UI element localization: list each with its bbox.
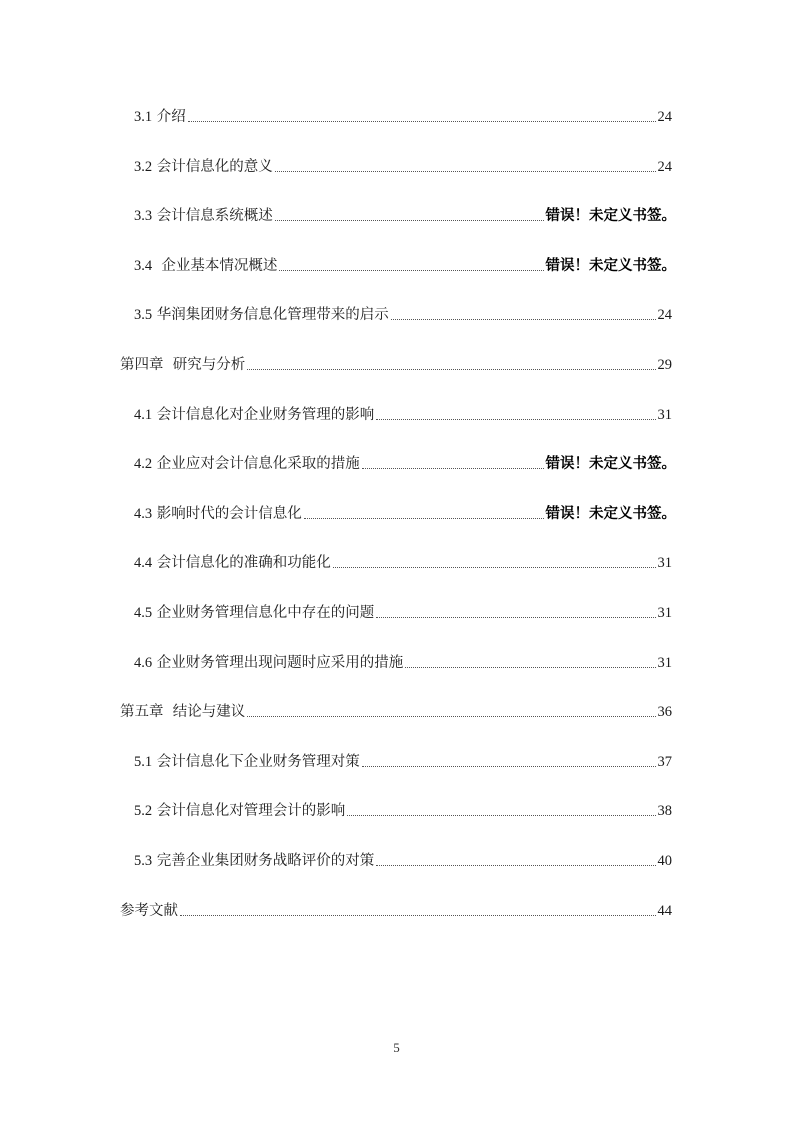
toc-section-entry[interactable]: [134, 451, 676, 473]
toc-page-number: 36: [657, 704, 672, 721]
toc-entry-text: 介绍: [156, 109, 186, 125]
toc-bookmark-error: 错误！未定义书签。: [545, 257, 676, 274]
toc-section-entry[interactable]: [134, 798, 672, 820]
toc-entry-text: 第四章 研究与分析: [120, 357, 246, 373]
toc-entry-title: [120, 703, 245, 721]
toc-section-entry[interactable]: [134, 253, 676, 275]
page-number: 5: [393, 1040, 400, 1055]
toc-entry-number: 4.4: [134, 555, 153, 572]
toc-page-number: 37: [657, 753, 672, 770]
toc-chapter-entry[interactable]: [120, 699, 672, 721]
toc-entry-text: 会计信息化对企业财务管理的影响: [156, 406, 375, 423]
toc-entry-text: 企业财务管理出现问题时应采用的措施: [156, 654, 404, 671]
toc-entry-number: 4.1: [134, 406, 153, 423]
toc-entry-number: 4.5: [134, 605, 153, 621]
toc-section-entry[interactable]: [134, 550, 672, 572]
toc-entry-title: [134, 753, 360, 771]
toc-entry-text: 华润集团财务信息化管理带来的启示: [156, 307, 389, 324]
toc-entry-number: 3.3: [134, 208, 153, 225]
toc-bookmark-error: 错误！未定义书签。: [545, 505, 676, 522]
toc-bookmark-error: 错误！未定义书签。: [545, 456, 676, 473]
toc-entry-text: 企业基本情况概述: [156, 257, 278, 274]
toc-entry-title: [134, 554, 331, 572]
toc-entry-text: 会计信息化的意义: [156, 158, 273, 175]
toc-section-entry[interactable]: [134, 600, 672, 622]
dot-leader: [376, 419, 655, 420]
toc-page-number: 24: [657, 109, 672, 125]
toc-entry-text: 第五章 结论与建议: [120, 704, 246, 721]
toc-entry-title: [134, 406, 374, 424]
toc-entry-number: 3.1: [134, 109, 153, 125]
toc-entry-title: [134, 207, 273, 225]
toc-chapter-entry[interactable]: [120, 352, 672, 374]
toc-entry-title: [134, 604, 374, 622]
toc-page-number: 24: [657, 158, 672, 175]
dot-leader: [362, 766, 656, 767]
dot-leader: [333, 567, 656, 568]
dot-leader: [391, 319, 656, 320]
toc-entry-text: 会计信息化对管理会计的影响: [156, 803, 346, 820]
toc-entry-title: [120, 902, 178, 920]
toc-entry-title: [134, 505, 302, 523]
toc-page-number: 31: [657, 654, 672, 671]
toc-entry-title: [134, 306, 389, 324]
toc-entry-number: 3.2: [134, 158, 153, 175]
toc-section-entry[interactable]: [134, 203, 676, 225]
toc-entry-number: 3.4: [134, 257, 153, 274]
toc-entry-number: 5.2: [134, 803, 153, 820]
toc-entry-number: 5.1: [134, 753, 153, 770]
toc-chapter-entry[interactable]: [120, 898, 672, 920]
toc-entry-text: 会计信息化的准确和功能化: [156, 555, 331, 572]
dot-leader: [247, 716, 655, 717]
toc-page-number: 44: [657, 902, 672, 919]
toc-page-number: 29: [657, 357, 672, 373]
dot-leader: [376, 865, 655, 866]
toc-section-entry[interactable]: [134, 749, 672, 771]
toc-entry-number: 3.5: [134, 307, 153, 324]
toc-entry-text: 企业财务管理信息化中存在的问题: [156, 605, 375, 621]
toc-section-entry[interactable]: [134, 650, 672, 672]
toc-page-number: 31: [657, 406, 672, 423]
dot-leader: [376, 617, 655, 618]
dot-leader: [304, 518, 544, 519]
toc-entry-number: 4.3: [134, 505, 153, 522]
toc-entry-text: 企业应对会计信息化采取的措施: [156, 456, 360, 473]
dot-leader: [347, 815, 655, 816]
dot-leader: [247, 369, 655, 370]
toc-entry-title: [134, 654, 403, 672]
toc-bookmark-error: 错误！未定义书签。: [545, 208, 676, 225]
toc-entry-number: 4.6: [134, 654, 153, 671]
toc-entry-title: [120, 356, 245, 374]
toc-entry-title: [134, 852, 374, 870]
dot-leader: [180, 915, 656, 916]
toc-entry-text: 完善企业集团财务战略评价的对策: [156, 853, 375, 869]
toc-entry-title: [134, 802, 345, 820]
dot-leader: [188, 121, 656, 122]
dot-leader: [362, 468, 544, 469]
toc-section-entry[interactable]: [134, 302, 672, 324]
toc-page-number: 31: [657, 555, 672, 572]
toc-section-entry[interactable]: [134, 104, 672, 126]
dot-leader: [405, 667, 655, 668]
toc-page-number: 31: [657, 605, 672, 621]
dot-leader: [279, 270, 543, 271]
toc-section-entry[interactable]: [134, 402, 672, 424]
toc-entry-text: 会计信息系统概述: [156, 208, 273, 225]
dot-leader: [275, 171, 656, 172]
toc-entry-title: [134, 158, 273, 176]
toc-entry-number: 5.3: [134, 853, 153, 869]
toc-page-number: 38: [657, 803, 672, 820]
toc-section-entry[interactable]: [134, 848, 672, 870]
toc-section-entry[interactable]: [134, 154, 672, 176]
toc-entry-title: [134, 257, 277, 275]
toc-entry-number: 4.2: [134, 456, 153, 473]
toc-page-number: 24: [657, 307, 672, 324]
toc-page-number: 40: [657, 853, 672, 869]
toc-entry-title: [134, 455, 360, 473]
dot-leader: [275, 220, 544, 221]
toc-entry-text: 影响时代的会计信息化: [156, 505, 302, 522]
toc-entry-text: 参考文献: [120, 902, 178, 919]
toc-entry-title: [134, 108, 186, 126]
toc-entry-text: 会计信息化下企业财务管理对策: [156, 753, 360, 770]
toc-section-entry[interactable]: [134, 501, 676, 523]
